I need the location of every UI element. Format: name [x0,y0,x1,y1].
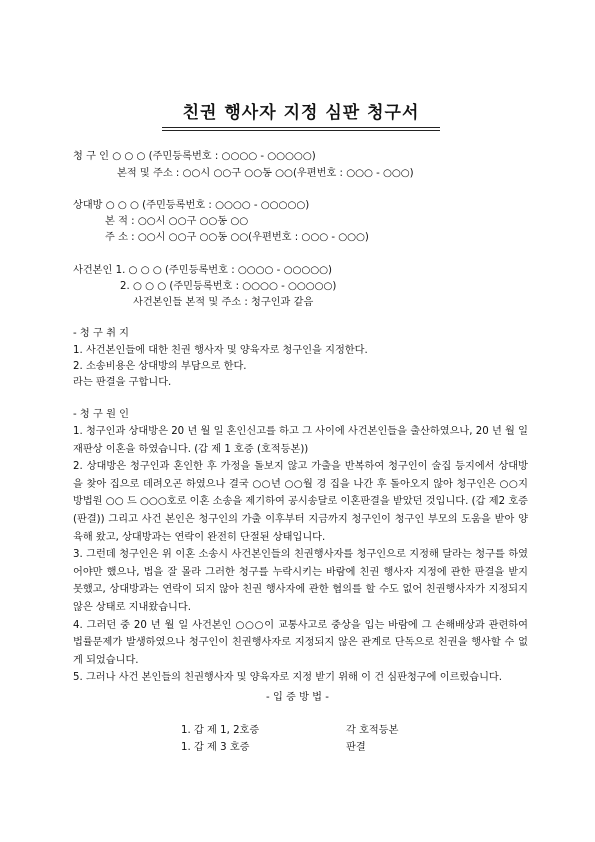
respondent-line: 상대방 ○ ○ ○ (주민등록번호 : ○○○○ - ○○○○○) [73,200,310,211]
claim-purpose-heading: - 청 구 취 지 [73,328,129,339]
claim-reason-item: 2. 상대방은 청구인과 혼인한 후 가정을 돌보지 않고 가출을 반복하여 청구인이 술집 등지에서 상대방을 찾아 집으로 데려오곤 하였으나 결국 ○○년 ○○월 경 집을 나간 후 돌아오지 않아 청구인은 ○○지방법원 ○○ 드 ○○○호로 이혼 소송을 제기하여 공시송달로 이혼판결을 받았던 것입니다. (갑 제2 호증 (판결)) 그리고 사건 본인은 청구인의 가출 이후부터 지금까지 청구인이 청구인 부모의 도움을 받아 양육해 왔고, 상대방과는 연락이 완전히 단절된 상태입니다. [73,461,528,543]
claimant-address: 본적 및 주소 : ○○시 ○○구 ○○동 ○○(우편번호 : ○○○ - ○○○) [117,168,414,179]
evidence-label: 1. 갑 제 3 호증 [181,742,250,753]
respondent-address: 주 소 : ○○시 ○○구 ○○동 ○○(우편번호 : ○○○ - ○○○) [105,232,369,243]
respondent-domicile: 본 적 : ○○시 ○○구 ○○동 ○○ [105,216,249,227]
claim-reason-item: 1. 청구인과 상대방은 20 년 월 일 혼인신고를 하고 그 사이에 사건본인들을 출산하였으나, 20 년 월 일 재판상 이혼을 하였습니다. (갑 제 1 호증 (호적등본)) [73,426,528,455]
evidence-desc: 각 호적등본 [346,725,399,736]
principal-address: 사건본인들 본적 및 주소 : 청구인과 같음 [133,297,314,308]
claimant-line: 청 구 인 ○ ○ ○ (주민등록번호 : ○○○○ - ○○○○○) [73,151,316,162]
claim-reason-item: 5. 그러나 사건 본인들의 친권행사자 및 양육자로 지정 받기 위해 이 건 심판청구에 이르렀습니다. [73,672,503,684]
claim-purpose-item: 라는 판결을 구합니다. [73,377,172,388]
evidence-label: 1. 갑 제 1, 2호증 [181,725,260,736]
evidence-heading: - 입 증 방 법 - [266,692,329,703]
evidence-desc: 판결 [346,742,366,753]
claim-reasons-body [73,423,528,687]
claim-reason-item: 4. 그러던 중 20 년 월 일 사건본인 ○○○이 교통사고로 중상을 입는 바람에 그 손해배상과 관련하여 법률문제가 발생하였으나 청구인이 친권행사자로 지정되지 않은 관계로 단독으로 친권을 행사할 수 없게 되었습니다. [73,619,528,666]
claim-reason-item: 3. 그런데 청구인은 위 이혼 소송시 사건본인들의 친권행사자를 청구인으로 지정해 달라는 청구를 하였어야만 했으나, 법을 잘 몰라 그러한 청구를 누락시키는 바람에 친권 행사자 지정에 관한 판결을 받지 못했고, 상대방과는 연락이 되지 않아 친권 행사자에 관한 협의를 할 수도 없어 친권행사자가 지정되지 않은 상태로 지내왔습니다. [73,549,528,613]
principal-line-2: 2. ○ ○ ○ (주민등록번호 : ○○○○ - ○○○○○) [120,281,337,292]
title-underline-double [162,130,440,131]
claim-purpose-item: 1. 사건본인들에 대한 친권 행사자 및 양육자로 청구인을 지정한다. [73,345,368,356]
principal-line-1: 사건본인 1. ○ ○ ○ (주민등록번호 : ○○○○ - ○○○○○) [73,265,333,276]
claim-reasons-heading: - 청 구 원 인 [73,409,129,420]
title-underline [162,127,440,128]
document-title: 친권 행사자 지정 심판 청구서 [182,103,420,123]
claim-purpose-item: 2. 소송비용은 상대방의 부담으로 한다. [73,361,247,372]
